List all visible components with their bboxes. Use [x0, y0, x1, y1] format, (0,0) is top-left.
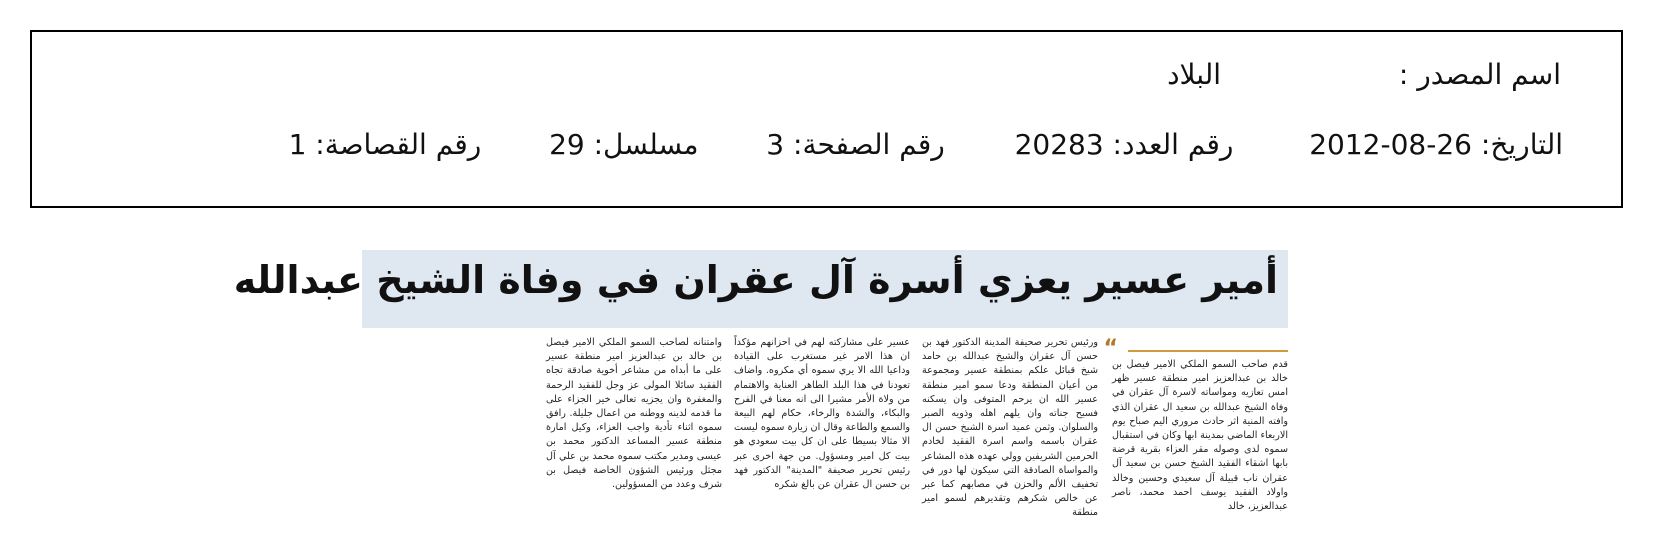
article-body — [362, 336, 1288, 526]
date-field: التاريخ: 26-08-2012 — [1309, 128, 1563, 161]
source-info-box — [30, 30, 1623, 208]
article-column-4 — [546, 336, 722, 492]
issue-field: رقم العدد: 20283 — [1014, 128, 1234, 161]
page-field: رقم الصفحة: 3 — [766, 128, 945, 161]
column-text: ورئيس تحرير صحيفة المدينة الدكتور فهد بن حسن آل عقران والشيخ عبدالله بن حامد شيخ قبائل علكم بمنطقة عسير ومجموعة من أعيان المنطقة ودعا سمو امير منطقة عسير الله ان يرحم المتوفى وان يسكنه فسيح جناته وان يلهم اهله وذويه الصبر والسلوان. وثمن عميد اسرة الشيخ حسن ال عقران باسمه واسم اسرة الفقيد لخادم الحرمين الشريفين وولي عهده هذه المشاعر والمواساة الصادقة التي سيكون لها دور في تخفيف الألم والحزن في مصابهم كما عبر عن خالص شكرهم وتقديرهم لسمو امير منطقة — [922, 337, 1098, 519]
column-text: قدم صاحب السمو الملكي الامير فيصل بن خالد بن عبدالعزيز امير منطقة عسير ظهر امس تعازيه ومواساته لاسرة آل عقران في وفاة الشيخ عبدالله بن سعيد ال عقران الذي وافته المنية اثر حادث مروري اليم صباح يوم الاربعاء الماضي بمدينة ابها وكان في استقبال سموه لدى وصوله مقر العزاء بقرية قرضة بابها اشقاء الفقيد الشيخ حسن بن سعيد آل عقران ناب قبيلة آل سعيدي وحسين وخالد واولاد الفقيد يوسف احمد محمد، ناصر عبدالعزيز، خالد — [1112, 359, 1288, 513]
clip-field: رقم القصاصة: 1 — [288, 128, 482, 161]
quote-rule — [1128, 350, 1288, 352]
article-headline: أمير عسير يعزي أسرة آل عقران في وفاة الشيخ عبدالله — [233, 258, 1278, 302]
column-text: وامتنانه لصاحب السمو الملكي الامير فيصل بن خالد بن عبدالعزيز امير منطقة عسير على ما أبداه من مشاعر أخوية صادقة تجاه الفقيد سائلا المولى عز وجل للفقيد الرحمة والمغفرة وان يجزيه تعالى خير الجزاء على ما قدمه لدينه ووطنه من اعمال جليلة. رافق سموه اثناء تأدية واجب العزاء، وكيل امارة منطقة عسير المساعد الدكتور محمد بن عيسى ومدير مكتب سموه محمد بن علي آل مجثل ورئيس الشؤون الخاصة فيصل بن شرف وعدد من المسؤولين. — [546, 337, 722, 491]
headline-band — [233, 250, 1288, 328]
newspaper-clipping — [233, 250, 1288, 530]
column-text: عسير على مشاركته لهم في احزانهم مؤكداً ان هذا الامر غير مستغرب على القيادة وداعيا الله الا يري سموه أي مكروه. واضاف تعودنا في هذا البلد الطاهر العناية والاهتمام من ولاة الأمر مشيرا الى انه معنا في الفرح والبكاء، والشدة والرخاء، حكام لهم البيعة والسمع والطاعة وقال ان زيارة سموه ليست الا مثالا بسيطا على ان كل بيت سعودي هو بيت كل امير ومسؤول. من جهة اخرى عبر رئيس تحرير صحيفة "المدينة" الدكتور فهد بن حسن ال عقران عن بالغ شكره — [734, 337, 910, 491]
article-column-2 — [922, 336, 1098, 521]
article-column-3 — [734, 336, 910, 492]
source-value: البلاد — [1167, 58, 1221, 91]
serial-field: مسلسل: 29 — [549, 128, 699, 161]
quote-mark: “ — [1103, 336, 1118, 361]
article-column-1 — [1112, 358, 1288, 514]
metadata-row — [289, 128, 1563, 161]
source-label: اسم المصدر : — [1398, 58, 1561, 91]
